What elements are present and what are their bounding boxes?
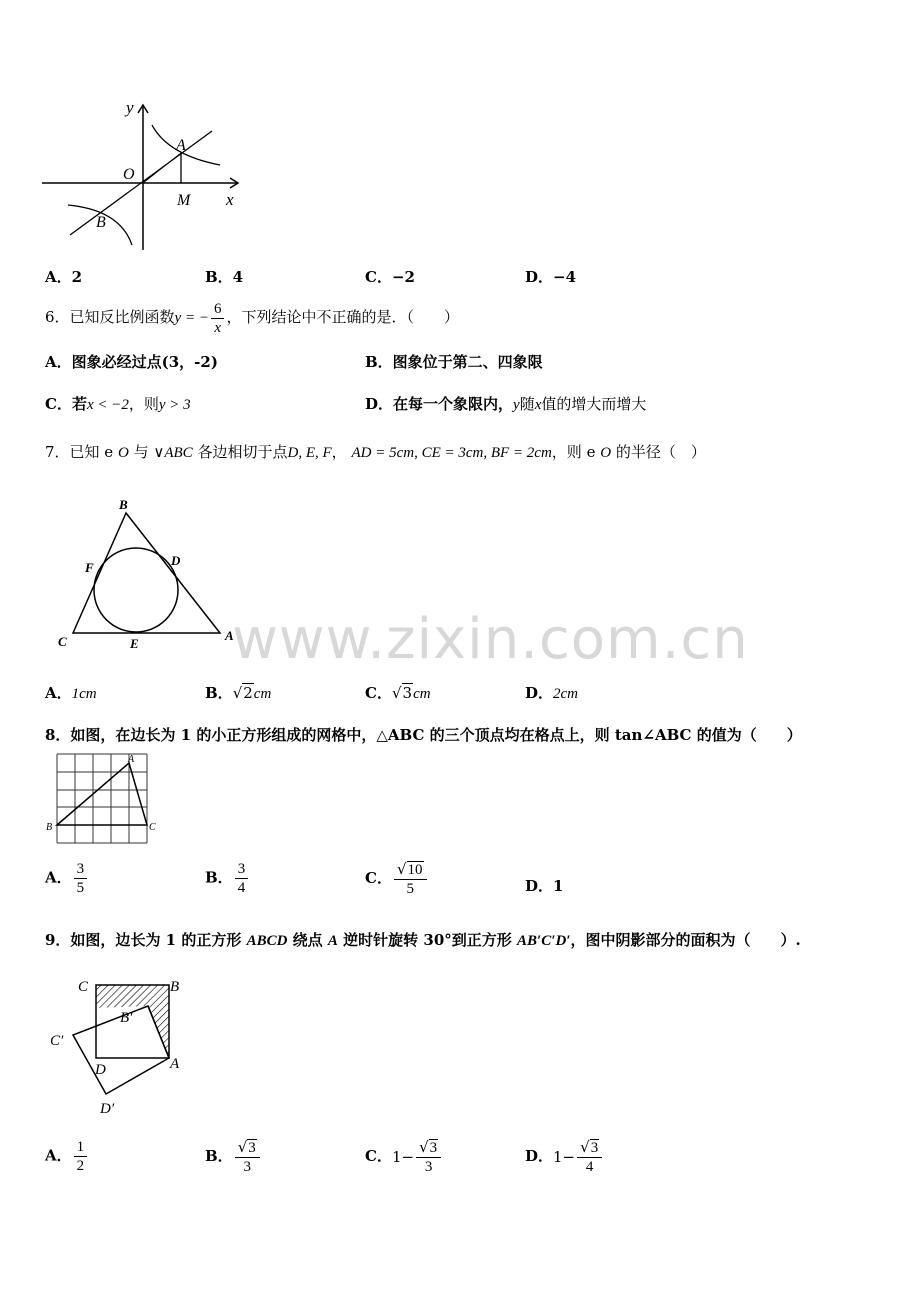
q6-frac-den: x (214, 319, 222, 336)
q9-c-frac (416, 1138, 441, 1176)
q6-d-x: x (534, 397, 542, 413)
q9-option-c (365, 1138, 443, 1176)
q6-c-math1: x < −2 (86, 397, 129, 413)
q6-fraction (211, 300, 225, 337)
q7-text2: 与 ∨ (133, 443, 165, 461)
q7-c-radicand: 3 (402, 684, 413, 702)
q9-fig-c: C (78, 979, 89, 995)
q7-d-label: D． (525, 684, 554, 702)
q9-abcd2: AB′C′D′ (517, 933, 571, 949)
q9-b-den: 3 (243, 1159, 251, 1175)
q9-text2: 绕点 (292, 931, 323, 949)
q8-a-den: 5 (76, 880, 85, 896)
q7-b-root-icon: √ (232, 684, 243, 702)
q5-fig-o: O (123, 166, 135, 183)
q5-hyperbola-figure (40, 95, 250, 255)
q9-fig-d: D (95, 1062, 106, 1078)
q9-option-a (45, 1138, 89, 1175)
q7-option-b (205, 682, 271, 703)
q9-rotated-square-figure (45, 970, 195, 1120)
q9-c-radicand: 3 (429, 1140, 438, 1156)
q7-o2: O (600, 445, 612, 461)
q9-c-pre: 1− (391, 1148, 415, 1166)
q5-option-c: C．−2 (365, 268, 415, 286)
q8-c-root-icon: √ (396, 860, 407, 878)
q9-question (45, 929, 801, 950)
q9-c-label: C． (365, 1147, 392, 1165)
q9-d-num (577, 1138, 602, 1158)
q9-text4: ，图中阴影部分的面积为（ ）. (570, 931, 801, 949)
q7-fig-f: F (85, 560, 94, 575)
q7-a-val: 1cm (71, 686, 97, 702)
q7-b-label: B． (205, 684, 233, 702)
watermark: www.zixin.com.cn (232, 607, 749, 672)
q7-option-d (525, 682, 578, 703)
q9-option-d (525, 1138, 604, 1176)
q9-fig-c2: C′ (50, 1033, 64, 1049)
q8-grid-figure (45, 750, 165, 845)
q7-text6: 的半径（ ） (615, 443, 706, 461)
q9-b-num (235, 1138, 260, 1158)
q9-fig-b2: B′ (120, 1010, 133, 1026)
q6-option-d (365, 393, 646, 414)
q5-fig-a: A (176, 137, 186, 154)
q8-option-b (205, 860, 250, 897)
q9-d-den: 4 (585, 1159, 594, 1175)
q7-fig-e: E (130, 636, 139, 651)
q7-text4: ， (331, 443, 347, 461)
q6-c-mid: ，则 (128, 395, 159, 413)
q8-a-label: A． (45, 868, 72, 887)
q6-option-c (45, 393, 191, 414)
q6-option-b: B．图象位于第二、四象限 (365, 353, 543, 371)
q6-option-a: A．图象必经过点(3，-2) (45, 353, 218, 371)
q9-b-label: B． (205, 1147, 233, 1165)
q5-fig-b: B (96, 214, 106, 231)
q9-d-root-icon: √ (580, 1138, 590, 1156)
q8-option-d: D．1 (525, 877, 564, 895)
q7-fig-a: A (225, 628, 234, 643)
q7-fig-d: D (171, 553, 181, 568)
q7-option-a (45, 682, 97, 703)
q7-b-unit: cm (253, 686, 272, 702)
q9-d-label: D． (525, 1147, 554, 1165)
q8-c-frac (394, 860, 427, 898)
q7-d-val: 2cm (553, 686, 579, 702)
q8-b-den: 4 (237, 880, 246, 896)
q9-a: A (327, 933, 338, 949)
q8-question: 8．如图，在边长为 1 的小正方形组成的网格中，△ABC 的三个顶点均在格点上，则 tan∠ABC 的值为（ ） (45, 726, 802, 744)
q6-question (45, 298, 459, 337)
q9-option-b (205, 1138, 262, 1176)
q9-c-den: 3 (424, 1159, 433, 1175)
q9-a-label: A． (45, 1146, 72, 1165)
q9-c-root-icon: √ (419, 1138, 429, 1156)
q7-fig-c: C (58, 634, 67, 649)
q8-c-den: 5 (406, 881, 414, 897)
q7-option-c (365, 682, 431, 703)
q7-points: D, E, F (287, 445, 332, 461)
q6-suffix: ，下列结论中不正确的是．（ ） (226, 308, 459, 326)
q7-a-label: A． (45, 684, 72, 702)
q9-a-num: 1 (74, 1138, 88, 1157)
q8-fig-a: A (128, 754, 135, 765)
q7-o1: O (117, 445, 129, 461)
q9-fig-d2: D′ (100, 1101, 115, 1117)
q8-a-num: 3 (74, 860, 88, 879)
q8-c-num (394, 860, 427, 880)
q9-d-frac (577, 1138, 602, 1176)
q6-c-label: C．若 (45, 395, 87, 413)
q5-option-d: D．−4 (525, 268, 577, 286)
q9-a-frac (74, 1138, 88, 1175)
q5-option-a: A．2 (45, 268, 83, 286)
q7-b-radicand: 2 (243, 684, 253, 702)
q9-b-radicand: 3 (248, 1140, 256, 1156)
q7-question (45, 441, 706, 462)
q8-b-label: B． (205, 868, 233, 887)
q9-fig-a: A (170, 1056, 180, 1072)
q8-c-label: C． (365, 869, 392, 887)
q6-d-y: y (513, 397, 520, 413)
q8-a-frac (74, 860, 88, 897)
q9-abcd: ABCD (246, 933, 288, 949)
q9-text3: 逆时针旋转 30°到正方形 (343, 931, 512, 949)
q8-option-c (365, 860, 429, 898)
q7-condition: AD = 5cm, CE = 3cm, BF = 2cm (351, 445, 552, 461)
q8-fig-b: B (46, 822, 53, 833)
q6-c-math2: y > 3 (158, 397, 191, 413)
q9-fig-b: B (170, 979, 180, 995)
q7-abc: ABC (164, 445, 193, 461)
q9-a-den: 2 (76, 1158, 85, 1174)
q6-d-end: 值的增大而增大 (541, 395, 647, 413)
q9-b-root-icon: √ (237, 1138, 248, 1156)
q9-c-num (416, 1138, 441, 1158)
q8-option-a (45, 860, 89, 897)
q9-text1: 9．如图，边长为 1 的正方形 (45, 931, 242, 949)
q7-c-label: C． (365, 684, 392, 702)
q9-d-radicand: 3 (590, 1140, 599, 1156)
q7-text1: 7．已知 e (45, 443, 114, 461)
q5-fig-y: y (126, 98, 134, 117)
q6-prefix: 6．已知反比例函数 (45, 308, 175, 326)
q7-c-root-icon: √ (391, 684, 402, 702)
q5-fig-m: M (177, 192, 191, 209)
q7-fig-b: B (119, 497, 128, 512)
q8-b-num: 3 (235, 860, 249, 879)
q7-text3: 各边相切于点 (197, 443, 288, 461)
q6-d-mid: 随 (519, 395, 535, 413)
q8-b-frac (235, 860, 249, 897)
q8-fig-c: C (149, 822, 156, 833)
q5-option-b: B．4 (205, 268, 244, 286)
q7-c-unit: cm (413, 686, 431, 702)
q6-formula-left: y = − (174, 310, 209, 326)
q6-frac-num: 6 (211, 300, 225, 319)
q8-c-radicand: 10 (407, 862, 423, 878)
q5-fig-x: x (226, 190, 234, 209)
q7-text5: ，则 e (551, 443, 596, 461)
q7-incircle-figure (55, 495, 245, 655)
q6-d-label: D．在每一个象限内， (365, 395, 514, 413)
q9-b-frac (235, 1138, 260, 1176)
q9-d-pre: 1− (553, 1148, 576, 1166)
